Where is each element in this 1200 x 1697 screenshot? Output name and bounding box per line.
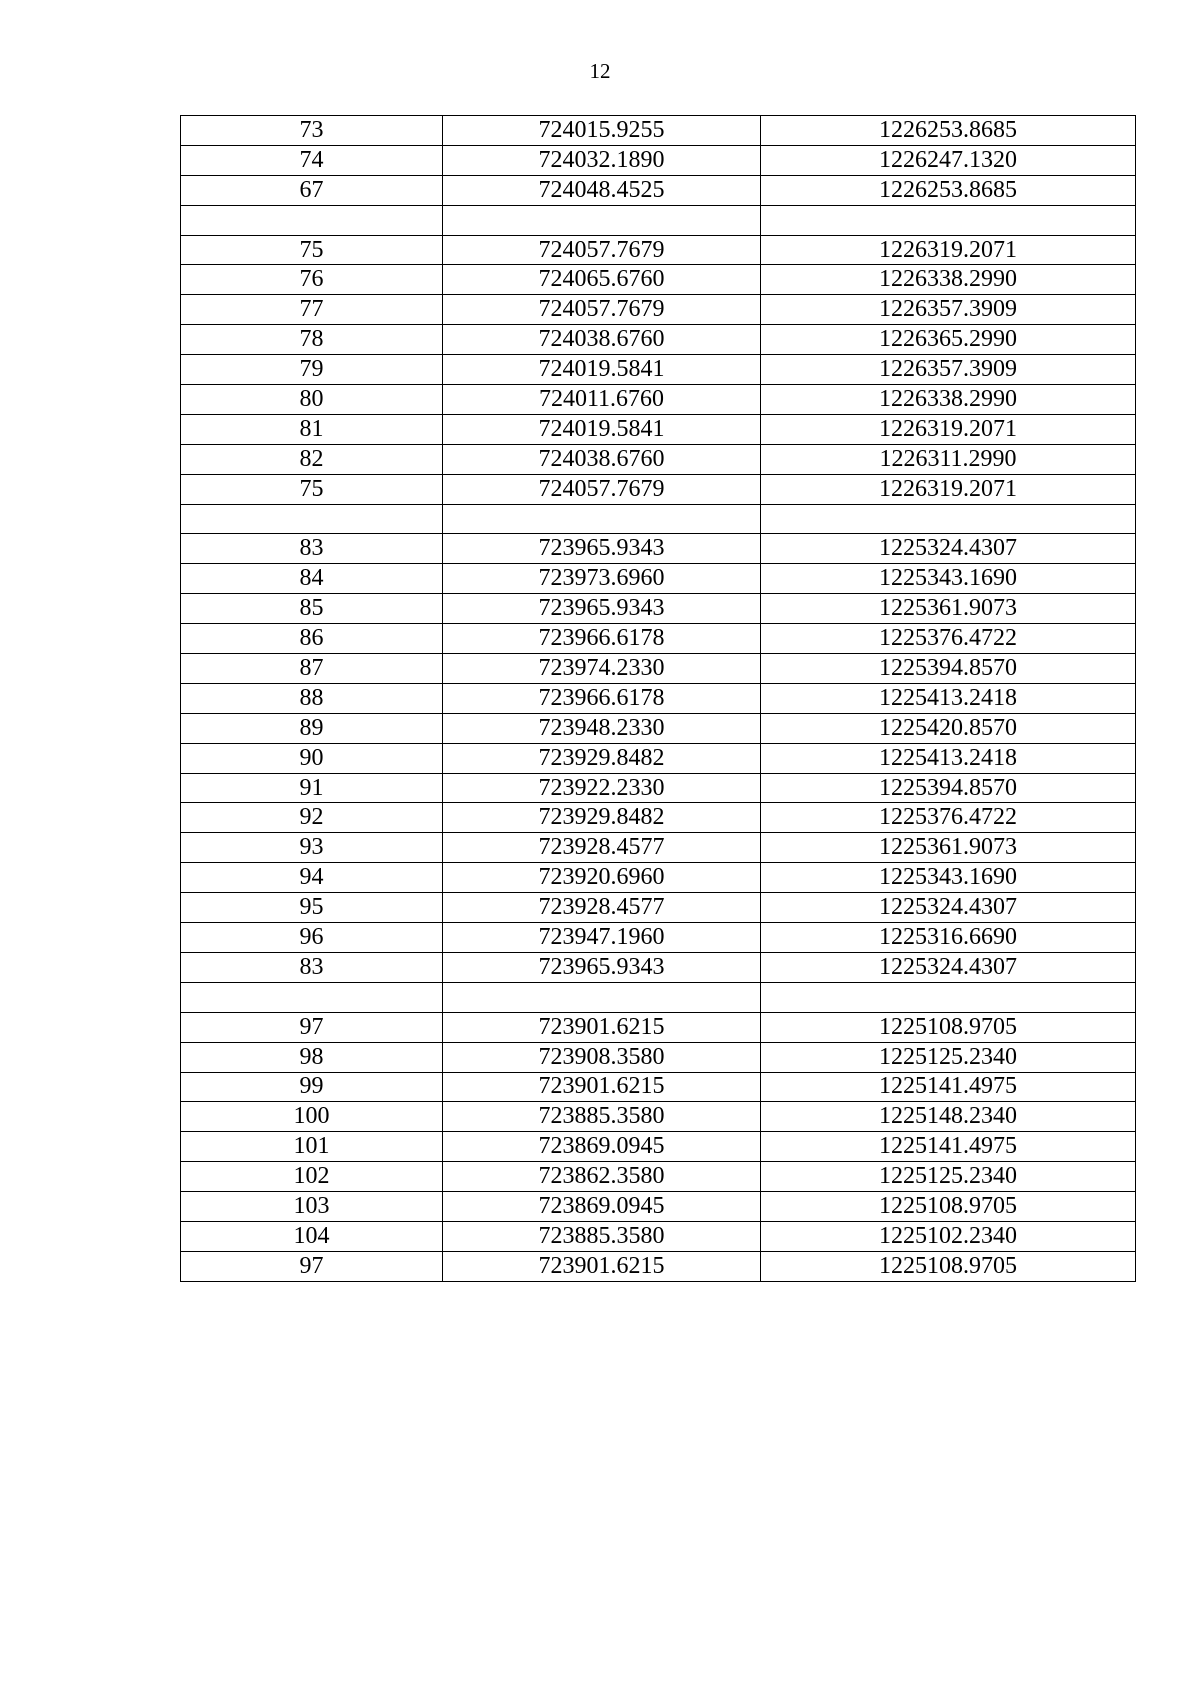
x-coordinate-cell: 723869.0945	[443, 1192, 761, 1222]
point-number-cell: 100	[181, 1102, 443, 1132]
table-row	[181, 803, 1136, 833]
x-coordinate-cell: 723973.6960	[443, 564, 761, 594]
table-row	[181, 863, 1136, 893]
x-coordinate-cell: 724057.7679	[443, 474, 761, 504]
y-coordinate-cell: 1226357.3909	[761, 355, 1136, 385]
table-row	[181, 444, 1136, 474]
table-row	[181, 1251, 1136, 1281]
point-number-cell: 97	[181, 1012, 443, 1042]
table-row	[181, 385, 1136, 415]
y-coordinate-cell: 1225343.1690	[761, 564, 1136, 594]
point-number-cell: 81	[181, 414, 443, 444]
x-coordinate-cell	[443, 504, 761, 534]
y-coordinate-cell: 1225394.8570	[761, 773, 1136, 803]
y-coordinate-cell	[761, 982, 1136, 1012]
y-coordinate-cell: 1226357.3909	[761, 295, 1136, 325]
point-number-cell: 75	[181, 474, 443, 504]
table-row	[181, 683, 1136, 713]
table-row	[181, 624, 1136, 654]
point-number-cell: 99	[181, 1072, 443, 1102]
y-coordinate-cell: 1225361.9073	[761, 833, 1136, 863]
x-coordinate-cell: 724015.9255	[443, 116, 761, 146]
x-coordinate-cell: 724011.6760	[443, 385, 761, 415]
y-coordinate-cell: 1225148.2340	[761, 1102, 1136, 1132]
table-row	[181, 952, 1136, 982]
table-row	[181, 1221, 1136, 1251]
x-coordinate-cell: 723869.0945	[443, 1132, 761, 1162]
y-coordinate-cell: 1225394.8570	[761, 654, 1136, 684]
y-coordinate-cell: 1226253.8685	[761, 116, 1136, 146]
y-coordinate-cell	[761, 205, 1136, 235]
y-coordinate-cell: 1225420.8570	[761, 713, 1136, 743]
x-coordinate-cell: 723901.6215	[443, 1012, 761, 1042]
coordinates-table-body	[181, 116, 1136, 1282]
x-coordinate-cell: 723908.3580	[443, 1042, 761, 1072]
table-row	[181, 893, 1136, 923]
x-coordinate-cell: 724057.7679	[443, 295, 761, 325]
table-row	[181, 1102, 1136, 1132]
y-coordinate-cell: 1226311.2990	[761, 444, 1136, 474]
x-coordinate-cell: 723901.6215	[443, 1251, 761, 1281]
table-row	[181, 654, 1136, 684]
point-number-cell: 83	[181, 534, 443, 564]
point-number-cell	[181, 504, 443, 534]
table-row	[181, 713, 1136, 743]
point-number-cell: 76	[181, 265, 443, 295]
point-number-cell: 73	[181, 116, 443, 146]
point-number-cell: 78	[181, 325, 443, 355]
table-row	[181, 833, 1136, 863]
x-coordinate-cell	[443, 982, 761, 1012]
table-row	[181, 1012, 1136, 1042]
table-row	[181, 534, 1136, 564]
point-number-cell: 84	[181, 564, 443, 594]
table-row	[181, 325, 1136, 355]
point-number-cell	[181, 205, 443, 235]
separator-row	[181, 205, 1136, 235]
x-coordinate-cell: 723966.6178	[443, 683, 761, 713]
point-number-cell: 88	[181, 683, 443, 713]
point-number-cell: 87	[181, 654, 443, 684]
y-coordinate-cell: 1225376.4722	[761, 624, 1136, 654]
point-number-cell: 86	[181, 624, 443, 654]
point-number-cell: 98	[181, 1042, 443, 1072]
table-row	[181, 1042, 1136, 1072]
x-coordinate-cell: 723966.6178	[443, 624, 761, 654]
table-row	[181, 1192, 1136, 1222]
table-row	[181, 923, 1136, 953]
x-coordinate-cell	[443, 205, 761, 235]
point-number-cell: 104	[181, 1221, 443, 1251]
table-row	[181, 414, 1136, 444]
y-coordinate-cell: 1226319.2071	[761, 235, 1136, 265]
y-coordinate-cell: 1225102.2340	[761, 1221, 1136, 1251]
point-number-cell: 93	[181, 833, 443, 863]
coordinates-table	[180, 115, 1136, 1282]
separator-row	[181, 504, 1136, 534]
table-row	[181, 355, 1136, 385]
y-coordinate-cell: 1225324.4307	[761, 893, 1136, 923]
x-coordinate-cell: 723885.3580	[443, 1221, 761, 1251]
x-coordinate-cell: 723947.1960	[443, 923, 761, 953]
page-number: 12	[589, 59, 611, 83]
point-number-cell: 90	[181, 743, 443, 773]
y-coordinate-cell: 1225125.2340	[761, 1042, 1136, 1072]
x-coordinate-cell: 724019.5841	[443, 414, 761, 444]
y-coordinate-cell: 1226338.2990	[761, 385, 1136, 415]
x-coordinate-cell: 723965.9343	[443, 594, 761, 624]
point-number-cell: 102	[181, 1162, 443, 1192]
point-number-cell: 101	[181, 1132, 443, 1162]
x-coordinate-cell: 723901.6215	[443, 1072, 761, 1102]
point-number-cell: 95	[181, 893, 443, 923]
table-row	[181, 265, 1136, 295]
point-number-cell: 91	[181, 773, 443, 803]
y-coordinate-cell: 1225141.4975	[761, 1072, 1136, 1102]
point-number-cell: 92	[181, 803, 443, 833]
x-coordinate-cell: 724048.4525	[443, 175, 761, 205]
x-coordinate-cell: 723965.9343	[443, 952, 761, 982]
y-coordinate-cell: 1225125.2340	[761, 1162, 1136, 1192]
x-coordinate-cell: 724019.5841	[443, 355, 761, 385]
point-number-cell: 80	[181, 385, 443, 415]
table-row	[181, 1162, 1136, 1192]
y-coordinate-cell	[761, 504, 1136, 534]
x-coordinate-cell: 723885.3580	[443, 1102, 761, 1132]
x-coordinate-cell: 724038.6760	[443, 444, 761, 474]
y-coordinate-cell: 1225108.9705	[761, 1192, 1136, 1222]
point-number-cell: 83	[181, 952, 443, 982]
x-coordinate-cell: 724057.7679	[443, 235, 761, 265]
table-row	[181, 773, 1136, 803]
point-number-cell: 97	[181, 1251, 443, 1281]
table-row	[181, 564, 1136, 594]
y-coordinate-cell: 1225324.4307	[761, 534, 1136, 564]
x-coordinate-cell: 724032.1890	[443, 145, 761, 175]
y-coordinate-cell: 1225361.9073	[761, 594, 1136, 624]
y-coordinate-cell: 1225376.4722	[761, 803, 1136, 833]
table-row	[181, 743, 1136, 773]
point-number-cell: 79	[181, 355, 443, 385]
point-number-cell: 77	[181, 295, 443, 325]
x-coordinate-cell: 724065.6760	[443, 265, 761, 295]
x-coordinate-cell: 723928.4577	[443, 833, 761, 863]
y-coordinate-cell: 1225108.9705	[761, 1012, 1136, 1042]
separator-row	[181, 982, 1136, 1012]
point-number-cell: 85	[181, 594, 443, 624]
point-number-cell: 89	[181, 713, 443, 743]
y-coordinate-cell: 1225141.4975	[761, 1132, 1136, 1162]
x-coordinate-cell: 723929.8482	[443, 743, 761, 773]
table-row	[181, 175, 1136, 205]
x-coordinate-cell: 723928.4577	[443, 893, 761, 923]
x-coordinate-cell: 723965.9343	[443, 534, 761, 564]
table-row	[181, 594, 1136, 624]
y-coordinate-cell: 1226338.2990	[761, 265, 1136, 295]
point-number-cell: 82	[181, 444, 443, 474]
x-coordinate-cell: 724038.6760	[443, 325, 761, 355]
y-coordinate-cell: 1225108.9705	[761, 1251, 1136, 1281]
table-row	[181, 295, 1136, 325]
y-coordinate-cell: 1225413.2418	[761, 683, 1136, 713]
point-number-cell: 96	[181, 923, 443, 953]
point-number-cell: 67	[181, 175, 443, 205]
x-coordinate-cell: 723929.8482	[443, 803, 761, 833]
point-number-cell: 75	[181, 235, 443, 265]
x-coordinate-cell: 723922.2330	[443, 773, 761, 803]
point-number-cell: 103	[181, 1192, 443, 1222]
x-coordinate-cell: 723974.2330	[443, 654, 761, 684]
y-coordinate-cell: 1226365.2990	[761, 325, 1136, 355]
x-coordinate-cell: 723948.2330	[443, 713, 761, 743]
x-coordinate-cell: 723920.6960	[443, 863, 761, 893]
y-coordinate-cell: 1226319.2071	[761, 414, 1136, 444]
table-row	[181, 235, 1136, 265]
table-row	[181, 145, 1136, 175]
x-coordinate-cell: 723862.3580	[443, 1162, 761, 1192]
y-coordinate-cell: 1226253.8685	[761, 175, 1136, 205]
y-coordinate-cell: 1226319.2071	[761, 474, 1136, 504]
y-coordinate-cell: 1225343.1690	[761, 863, 1136, 893]
y-coordinate-cell: 1225324.4307	[761, 952, 1136, 982]
y-coordinate-cell: 1225316.6690	[761, 923, 1136, 953]
point-number-cell: 74	[181, 145, 443, 175]
table-row	[181, 474, 1136, 504]
point-number-cell: 94	[181, 863, 443, 893]
y-coordinate-cell: 1225413.2418	[761, 743, 1136, 773]
y-coordinate-cell: 1226247.1320	[761, 145, 1136, 175]
point-number-cell	[181, 982, 443, 1012]
table-row	[181, 116, 1136, 146]
table-row	[181, 1132, 1136, 1162]
table-row	[181, 1072, 1136, 1102]
